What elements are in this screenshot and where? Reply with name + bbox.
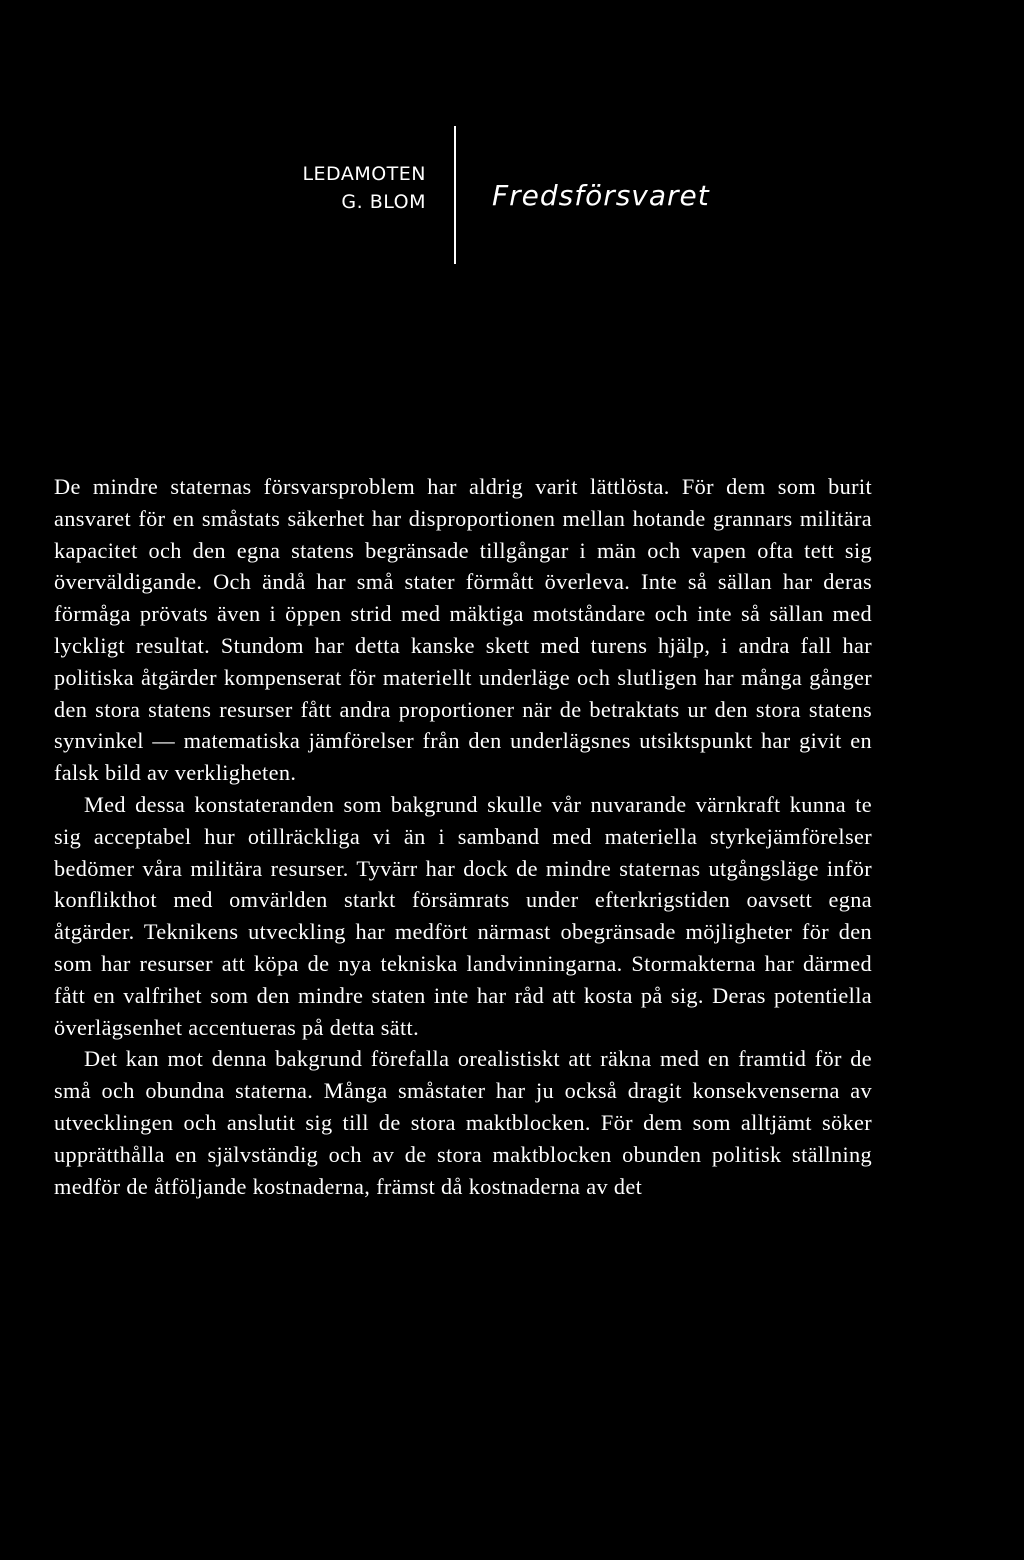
article-header bbox=[0, 0, 1024, 270]
article-body bbox=[54, 471, 872, 1202]
article-title: Fredsförsvaret bbox=[492, 179, 710, 212]
author-role: LEDAMOTEN bbox=[302, 163, 426, 185]
paragraph: De mindre staternas försvarsproblem har aldrig varit lättlösta. För dem som burit ansvaret för en småstats säkerhet har disproportionen mellan hotande grannars militära kapacitet och den egna statens begränsade tillgångar i män och vapen ofta tett sig överväldigande. Och ändå har små stater förmått överleva. Inte så sällan har deras förmåga prövats även i öppen strid med mäktiga motståndare och inte så sällan med lyckligt resultat. Stundom har detta kanske skett med turens hjälp, i andra fall har politiska åtgärder kompenserat för materiellt underläge och slutligen har många gånger den stora statens resurser fått andra proportioner när de betraktats ur den stora statens synvinkel — matematiska jämförelser från den underlägsnes utsiktspunkt har givit en falsk bild av verkligheten. bbox=[54, 474, 872, 786]
author-name: G. BLOM bbox=[341, 191, 426, 213]
author-block bbox=[240, 160, 426, 216]
paragraph: Det kan mot denna bakgrund förefalla orealistiskt att räkna med en framtid för de små och obundna staterna. Många småstater har ju också dragit konsekvenserna av utvecklingen och anslutit sig till de stora maktblocken. För dem som alltjämt söker upprätthålla en självständig och av de stora maktblocken obunden politisk ställning medför de åtföljande kostnaderna, främst då kostnaderna av det bbox=[54, 1046, 872, 1199]
paragraph: Med dessa konstateranden som bakgrund skulle vår nuvarande värnkraft kunna te sig acceptabel hur otillräckliga vi än i samband med materiella styrkejämförelser bedömer våra militära resurser. Tyvärr har dock de mindre staternas utgångsläge inför konflikthot med omvärlden starkt försämrats under efterkrigstiden oavsett egna åtgärder. Teknikens utveckling har medfört närmast obegränsade möjligheter för den som har resurser att köpa de nya tekniska landvinningarna. Stormakterna har därmed fått en valfrihet som den mindre staten inte har råd att kosta på sig. Deras potentiella överlägsenhet accentueras på detta sätt. bbox=[54, 791, 872, 1040]
header-divider bbox=[454, 126, 456, 264]
